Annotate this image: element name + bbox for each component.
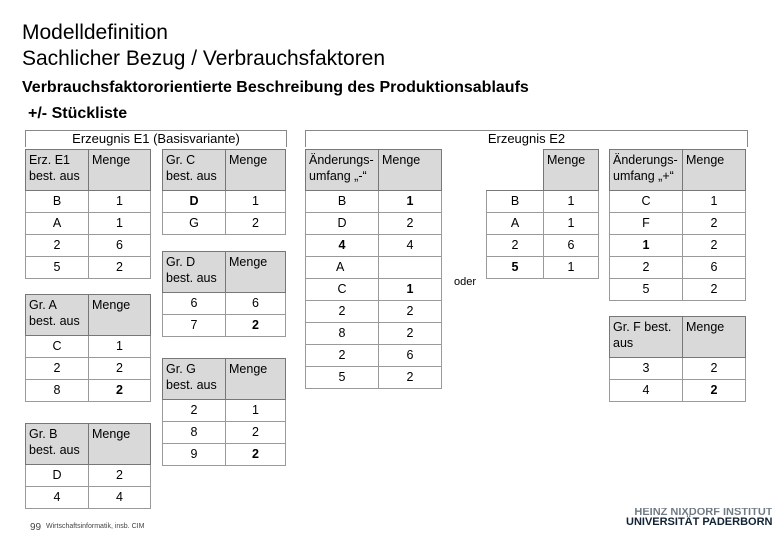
cell: 6 [226,293,286,315]
cell: 2 [379,213,442,235]
cell: 5 [26,257,89,279]
cell: 2 [26,235,89,257]
cell: 2 [306,345,379,367]
cell: 1 [544,191,599,213]
cell: 6 [163,293,226,315]
table-gr-a [25,294,151,402]
cell: 2 [226,213,286,235]
cell: 4 [379,235,442,257]
cell: 1 [683,191,746,213]
cell: 4 [89,487,151,509]
cell: 1 [379,191,442,213]
table-e2-bom [486,149,599,279]
header-e1: Erzeugnis E1 (Basisvariante) [25,130,287,147]
cell: 8 [26,380,89,402]
cell: 2 [163,400,226,422]
table-gr-b [25,423,151,509]
cell: 1 [89,336,151,358]
cell: 2 [610,257,683,279]
col-header-menge: Menge [226,150,286,191]
section-title: +/- Stückliste [28,105,128,122]
cell: 6 [544,235,599,257]
cell: 5 [487,257,544,279]
cell: 8 [306,323,379,345]
col-header: Gr. G best. aus [163,359,226,400]
col-header-menge: Menge [683,317,746,358]
cell: 7 [163,315,226,337]
cell: B [306,191,379,213]
cell: 1 [226,191,286,213]
col-header: Gr. F best. aus [610,317,683,358]
cell: C [306,279,379,301]
cell: 3 [610,358,683,380]
footer-text: Wirtschaftsinformatik, insb. CIM [46,523,145,530]
cell: 1 [544,213,599,235]
col-header-menge: Menge [226,252,286,293]
cell: 2 [683,235,746,257]
col-header: Änderungs-umfang „-“ [306,150,379,191]
table-gr-c [162,149,286,235]
cell: 1 [89,213,151,235]
cell: 2 [683,213,746,235]
col-header-empty [487,150,544,191]
cell: 2 [683,380,746,402]
cell: 2 [487,235,544,257]
cell: 2 [89,358,151,380]
table-gr-g [162,358,286,466]
col-header: Gr. D best. aus [163,252,226,293]
cell: D [163,191,226,213]
cell: 2 [683,358,746,380]
col-header: Gr. B best. aus [26,424,89,465]
col-header-menge: Menge [683,150,746,191]
page-number: 99 [30,522,42,533]
cell: 1 [89,191,151,213]
cell: B [487,191,544,213]
cell: D [306,213,379,235]
cell: 2 [26,358,89,380]
cell: 2 [89,257,151,279]
cell: 8 [163,422,226,444]
col-header-menge: Menge [89,424,151,465]
cell: 5 [306,367,379,389]
cell: 2 [89,465,151,487]
col-header-menge: Menge [89,295,151,336]
logo-line-2: UNIVERSITÄT PADERBORN [626,516,773,528]
cell: F [610,213,683,235]
col-header-menge: Menge [89,150,151,191]
cell: C [26,336,89,358]
cell: 1 [379,279,442,301]
cell: B [26,191,89,213]
table-aenderung-minus [305,149,442,389]
cell: A [487,213,544,235]
col-header: Gr. C best. aus [163,150,226,191]
cell: 4 [26,487,89,509]
cell: 2 [226,315,286,337]
cell: 2 [226,444,286,466]
title-line-1: Modelldefinition [22,21,168,44]
cell: A [306,257,379,279]
cell: 4 [306,235,379,257]
cell: C [610,191,683,213]
col-header-menge: Menge [379,150,442,191]
table-gr-d [162,251,286,337]
cell: 2 [379,367,442,389]
cell: 6 [89,235,151,257]
cell [379,257,442,279]
subtitle: Verbrauchsfaktororientierte Beschreibung des Produktionsablaufs [22,79,529,96]
col-header: Erz. E1 best. aus [26,150,89,191]
cell: 1 [610,235,683,257]
cell: 1 [226,400,286,422]
col-header-menge: Menge [544,150,599,191]
oder-label: oder [454,276,477,288]
cell: 2 [226,422,286,444]
logo-line-1: HEINZ NIXDORF INSTITUT [634,508,773,516]
title-line-2: Sachlicher Bezug / Verbrauchsfaktoren [22,47,386,70]
cell: G [163,213,226,235]
cell: 1 [544,257,599,279]
cell: 6 [683,257,746,279]
cell: 2 [379,323,442,345]
cell: 5 [610,279,683,301]
cell: 2 [379,301,442,323]
cell: A [26,213,89,235]
cell: 9 [163,444,226,466]
header-e2: Erzeugnis E2 [305,130,748,147]
col-header-menge: Menge [226,359,286,400]
table-aenderung-plus [609,149,746,301]
cell: 4 [610,380,683,402]
cell: 2 [89,380,151,402]
cell: 2 [683,279,746,301]
institute-logo [626,508,772,529]
table-gr-f [609,316,746,402]
col-header: Gr. A best. aus [26,295,89,336]
cell: D [26,465,89,487]
table-e1-bom [25,149,151,279]
col-header: Änderungs-umfang „+“ [610,150,683,191]
cell: 6 [379,345,442,367]
cell: 2 [306,301,379,323]
